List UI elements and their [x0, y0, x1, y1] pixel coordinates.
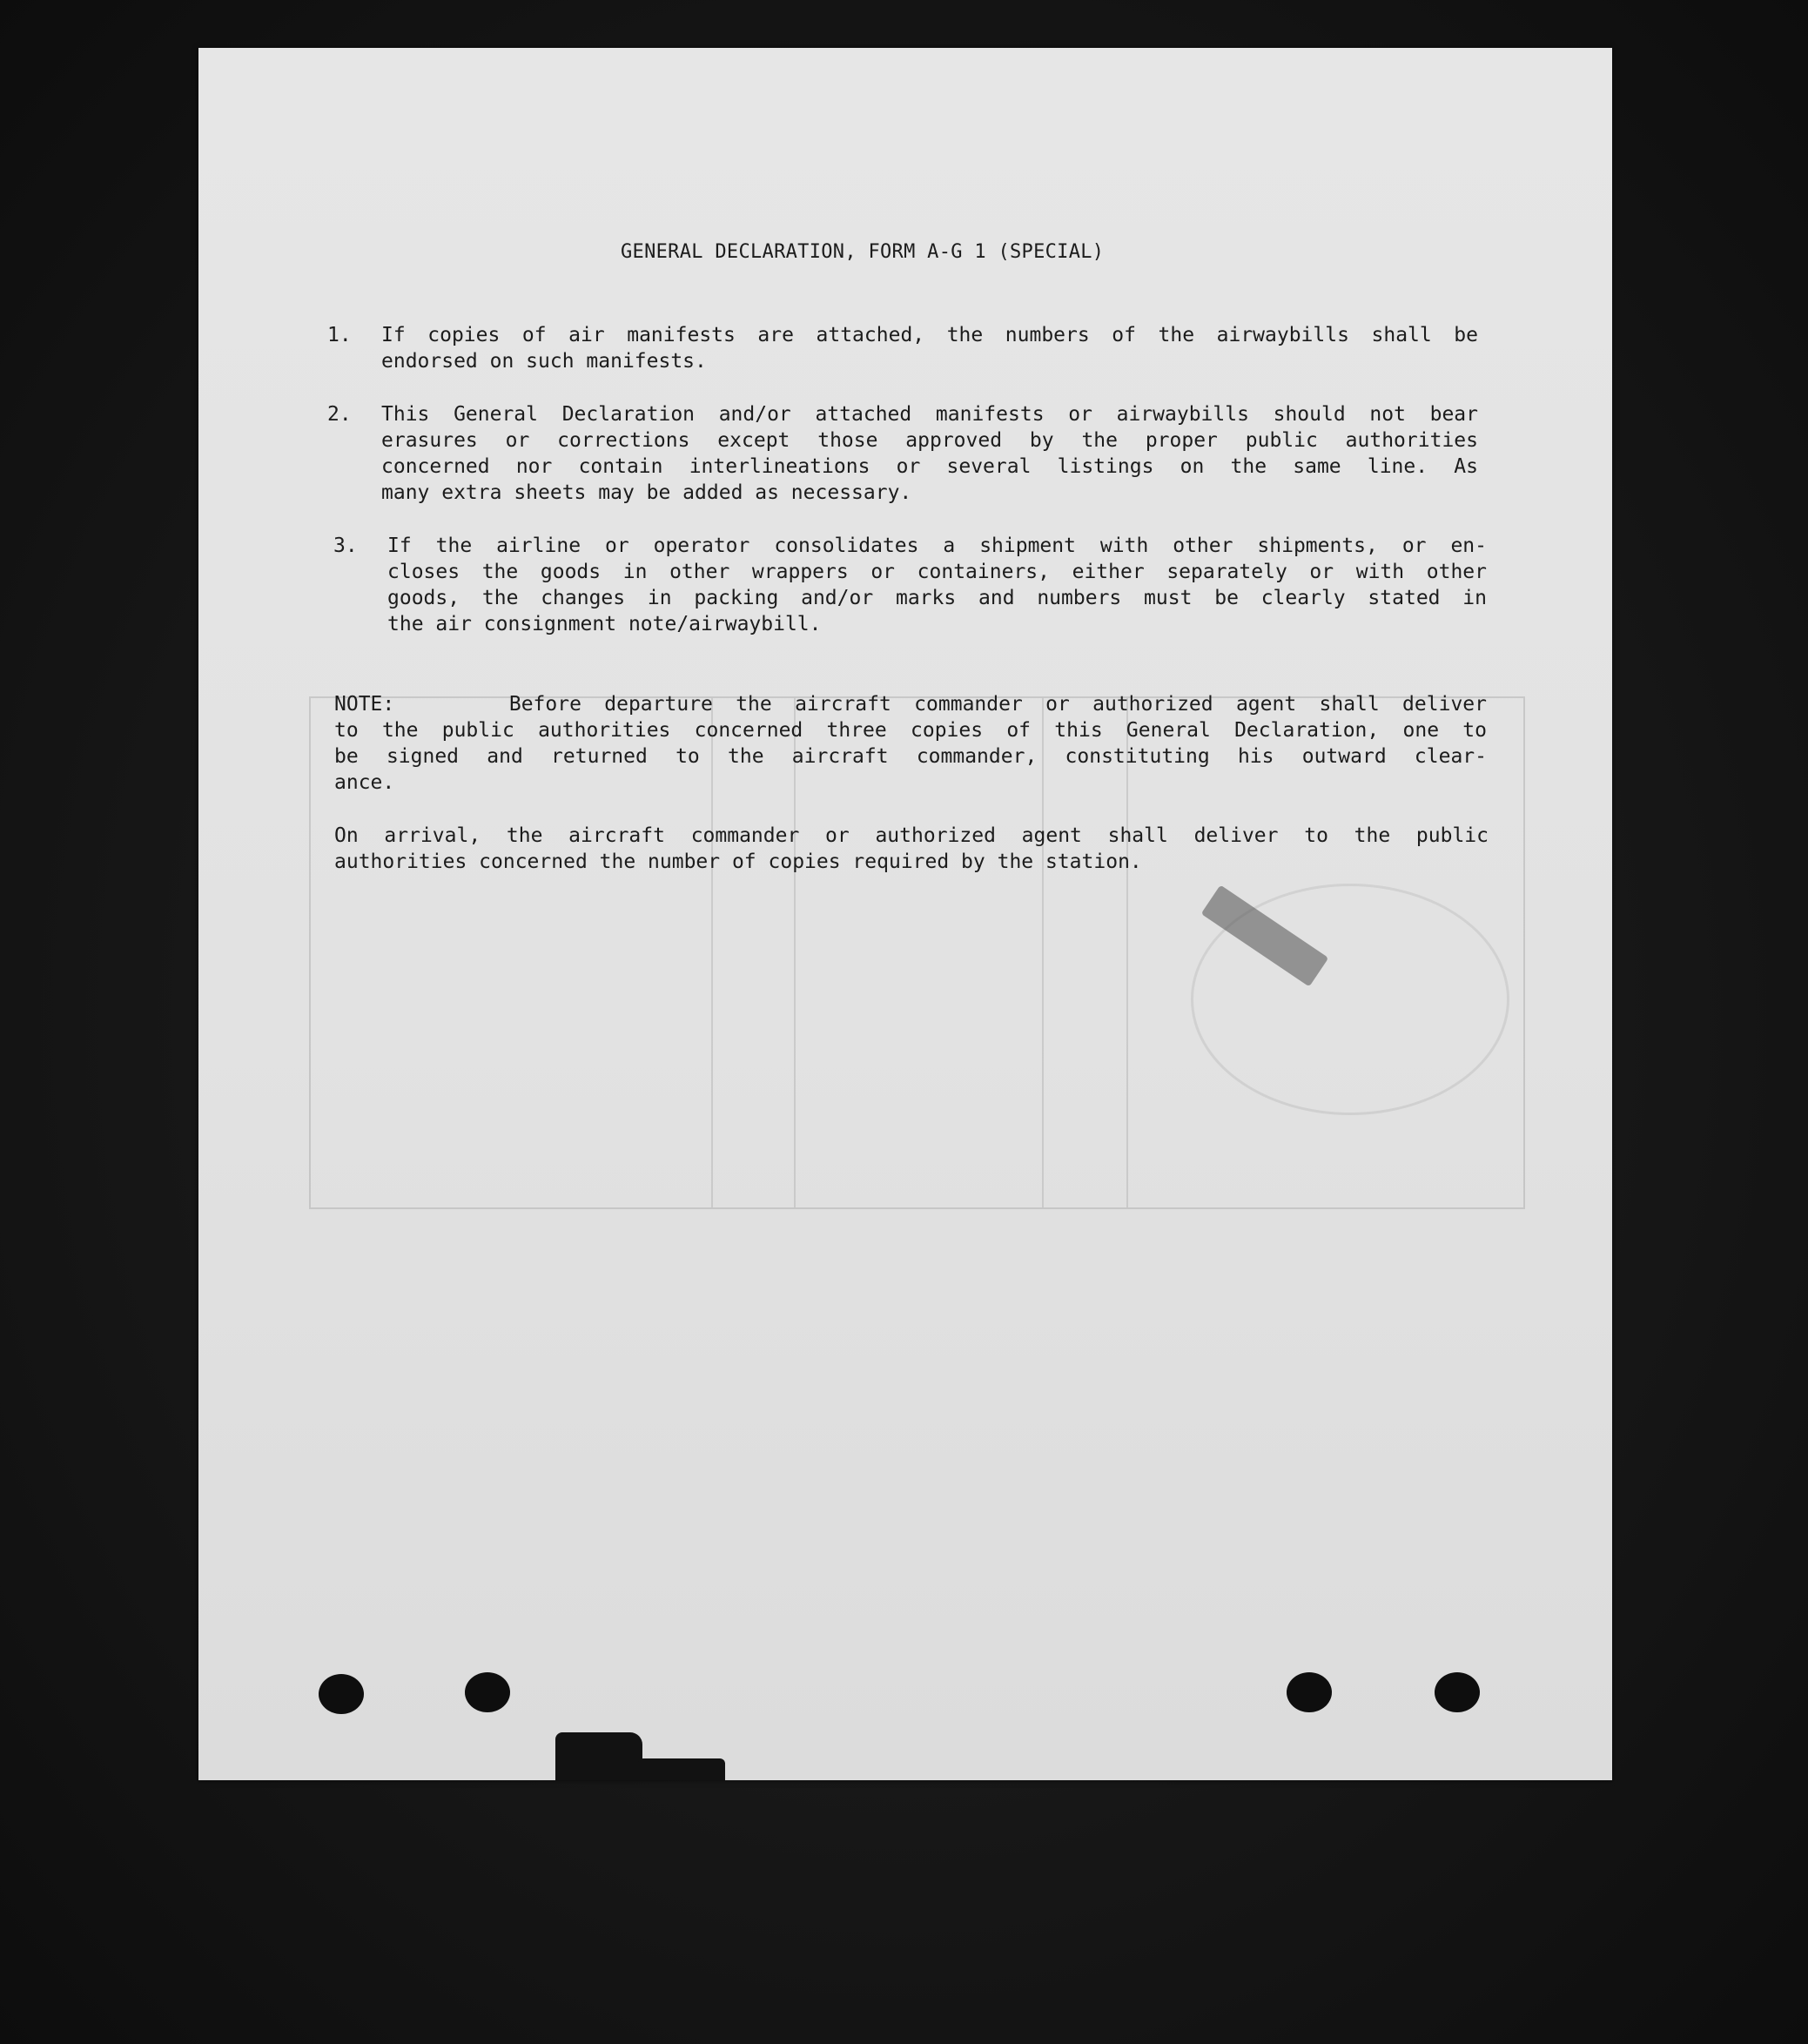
item-text	[381, 401, 1478, 506]
note-line: to the public authorities concerned three copies of this General Declaration, one to	[334, 719, 1487, 742]
arrival-line: authorities concerned the number of copies required by the station.	[334, 851, 1142, 873]
item-line: erasures or corrections except those approved by the proper public authorities	[381, 429, 1478, 452]
torn-edge	[555, 1732, 642, 1780]
item-line: many extra sheets may be added as necessary.	[381, 481, 912, 504]
item-number: 1.	[327, 324, 352, 346]
item-line: concerned nor contain interlineations or several listings on the same line. As	[381, 455, 1478, 478]
note-line: NOTE: Before departure the aircraft commander or authorized agent shall deliver	[334, 693, 1487, 716]
item-text	[381, 322, 1478, 374]
document-title: GENERAL DECLARATION, FORM A-G 1 (SPECIAL)	[621, 241, 1105, 263]
item-number: 3.	[333, 535, 358, 557]
note-line: be signed and returned to the aircraft commander, constituting his outward clear-	[334, 745, 1487, 768]
arrival-line: On arrival, the aircraft commander or authorized agent shall deliver to the public	[334, 824, 1489, 847]
item-line: If copies of air manifests are attached, the numbers of the airwaybills shall be	[381, 324, 1478, 346]
punch-hole	[319, 1674, 364, 1714]
punch-hole	[1287, 1672, 1332, 1712]
torn-edge	[638, 1758, 725, 1780]
item-text	[387, 533, 1487, 637]
document-page	[198, 48, 1612, 1780]
item-line: the air consignment note/airwaybill.	[387, 613, 822, 635]
item-number: 2.	[327, 403, 352, 426]
note-line: ance.	[334, 771, 395, 794]
item-line: goods, the changes in packing and/or marks and numbers must be clearly stated in	[387, 587, 1487, 609]
note-paragraph	[334, 691, 1487, 796]
item-line: If the airline or operator consolidates a shipment with other shipments, or en-	[387, 535, 1487, 557]
punch-hole	[465, 1672, 510, 1712]
arrival-paragraph	[334, 823, 1489, 875]
item-line: endorsed on such manifests.	[381, 350, 707, 373]
item-line: closes the goods in other wrappers or containers, either separately or with other	[387, 561, 1487, 583]
item-line: This General Declaration and/or attached manifests or airwaybills should not bear	[381, 403, 1478, 426]
punch-hole	[1435, 1672, 1480, 1712]
